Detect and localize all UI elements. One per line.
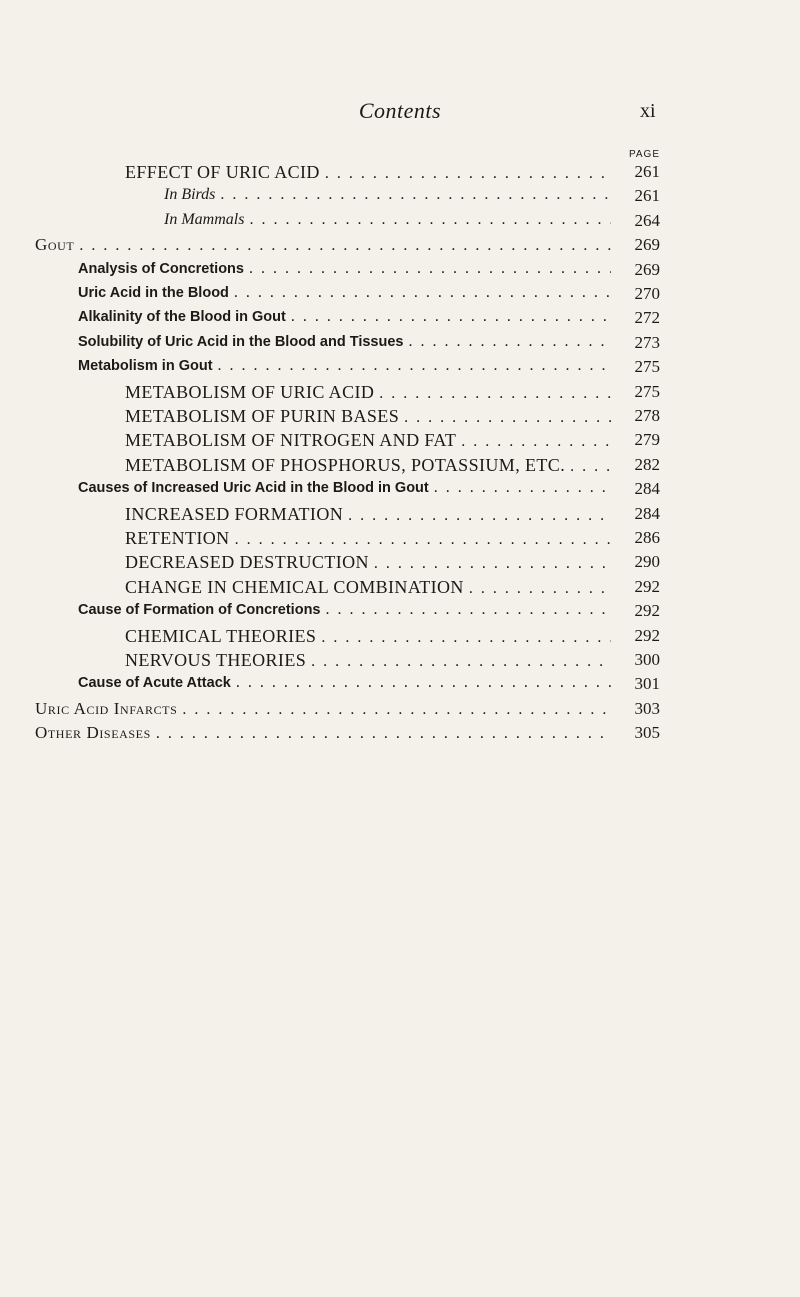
page-column-label: PAGE (628, 149, 660, 160)
toc-entry (0, 552, 800, 574)
toc-entry-page: 305 (634, 723, 660, 743)
toc-entry-page: 261 (634, 186, 660, 206)
toc-entry (0, 260, 800, 282)
dot-leader (291, 308, 611, 326)
toc-entry (0, 723, 800, 745)
dot-leader (461, 433, 611, 451)
toc-entry-title: In Birds (164, 186, 216, 204)
dot-leader (408, 333, 611, 351)
toc-entry (0, 601, 800, 623)
toc-entry-title: Alkalinity of the Blood in Gout (78, 309, 286, 326)
dot-leader (218, 357, 611, 375)
running-title: Contents (358, 98, 442, 123)
toc-entry (0, 186, 800, 208)
toc-entry (0, 479, 800, 501)
dot-leader (234, 284, 611, 302)
toc-entry-title: EFFECT OF URIC ACID (125, 162, 320, 182)
dot-leader (348, 507, 611, 525)
dot-leader (434, 479, 611, 497)
toc-entry-title: Uric Acid Infarcts (35, 698, 178, 718)
dot-leader (326, 601, 612, 619)
toc-entry (0, 406, 800, 428)
dot-leader (321, 629, 611, 647)
toc-entry-page: 275 (634, 381, 660, 401)
toc-entry-title: DECREASED DESTRUCTION (125, 552, 369, 573)
toc-entry-page: 275 (634, 357, 660, 377)
toc-entry-page: 269 (634, 235, 660, 255)
toc-entry-title: Cause of Acute Attack (78, 675, 231, 692)
toc-entry-page: 282 (634, 454, 660, 474)
toc-entry-title: In Mammals (164, 210, 245, 228)
dot-leader (311, 653, 611, 671)
dot-leader (570, 458, 611, 476)
toc-entry (0, 577, 800, 599)
toc-entry-page: 303 (634, 698, 660, 718)
toc-entry-page: 261 (634, 162, 660, 181)
toc-entry-title: METABOLISM OF NITROGEN AND FAT (125, 430, 457, 451)
toc-entry (0, 528, 800, 550)
toc-entry-title: CHEMICAL THEORIES (125, 625, 317, 646)
dot-leader (236, 674, 611, 692)
dot-leader (79, 237, 611, 255)
toc-entry (0, 504, 800, 526)
toc-entry-page: 264 (634, 210, 660, 230)
toc-entry-title: Analysis of Concretions (78, 260, 244, 277)
toc-entry-page: 300 (634, 650, 660, 669)
toc-entry-page: 290 (634, 552, 660, 572)
toc-entry-title: NERVOUS THEORIES (125, 650, 307, 670)
toc-entry-page: 273 (634, 332, 660, 352)
toc-entry-page: 284 (634, 479, 660, 499)
toc-entry-title: Cause of Formation of Concretions (78, 602, 321, 619)
toc-entry-title: CHANGE IN CHEMICAL COMBINATION (125, 576, 464, 597)
toc-entry-title: Solubility of Uric Acid in the Blood and Tissues (78, 333, 404, 350)
dot-leader (156, 725, 611, 743)
toc-entry (0, 308, 800, 330)
toc-entry (0, 333, 800, 355)
dot-leader (249, 260, 611, 278)
page-number: xi (640, 100, 656, 122)
toc-entry-title: Metabolism in Gout (78, 358, 213, 375)
toc-entry-page: 292 (634, 625, 660, 645)
toc-entry (0, 357, 800, 379)
dot-leader (404, 409, 611, 427)
toc-entry-page: 278 (634, 406, 660, 425)
toc-entry-page: 279 (634, 430, 660, 450)
toc-entry-page: 301 (634, 674, 660, 694)
toc-entry-title: METABOLISM OF URIC ACID (125, 381, 375, 402)
toc-entry (0, 626, 800, 648)
dot-leader (325, 165, 611, 183)
toc-entry-title: INCREASED FORMATION (125, 503, 344, 524)
toc-entry (0, 235, 800, 257)
toc-entry (0, 455, 800, 477)
toc-entry-page: 286 (634, 528, 660, 547)
toc-entry-page: 292 (634, 576, 660, 596)
toc-entry-page: 284 (634, 503, 660, 523)
dot-leader (220, 186, 611, 204)
toc-entry-title: Uric Acid in the Blood (78, 285, 229, 301)
toc-entry-title: METABOLISM OF PURIN BASES (125, 406, 400, 426)
toc-entry (0, 699, 800, 721)
toc-entry (0, 162, 800, 184)
toc-entry-page: 292 (634, 601, 660, 621)
toc-entry (0, 650, 800, 672)
dot-leader (249, 211, 611, 229)
dot-leader (182, 701, 611, 719)
toc-entry (0, 382, 800, 404)
toc-entry-page: 269 (634, 259, 660, 279)
dot-leader (469, 580, 611, 598)
toc-entry (0, 211, 800, 233)
toc-entry-title: RETENTION (125, 528, 230, 548)
dot-leader (374, 555, 611, 573)
toc-entry (0, 674, 800, 696)
toc-entry-title: Causes of Increased Uric Acid in the Blood in Gout (78, 480, 429, 497)
toc-entry-title: Other Diseases (35, 723, 151, 743)
toc-entry (0, 284, 800, 306)
toc-entry-title: METABOLISM OF PHOSPHORUS, POTASSIUM, ETC. (125, 454, 566, 475)
toc-entry-title: Gout (35, 235, 75, 255)
dot-leader (235, 531, 611, 549)
toc-entry-page: 270 (634, 284, 660, 303)
dot-leader (379, 385, 611, 403)
toc-entry (0, 430, 800, 452)
toc-entry-page: 272 (634, 308, 660, 328)
